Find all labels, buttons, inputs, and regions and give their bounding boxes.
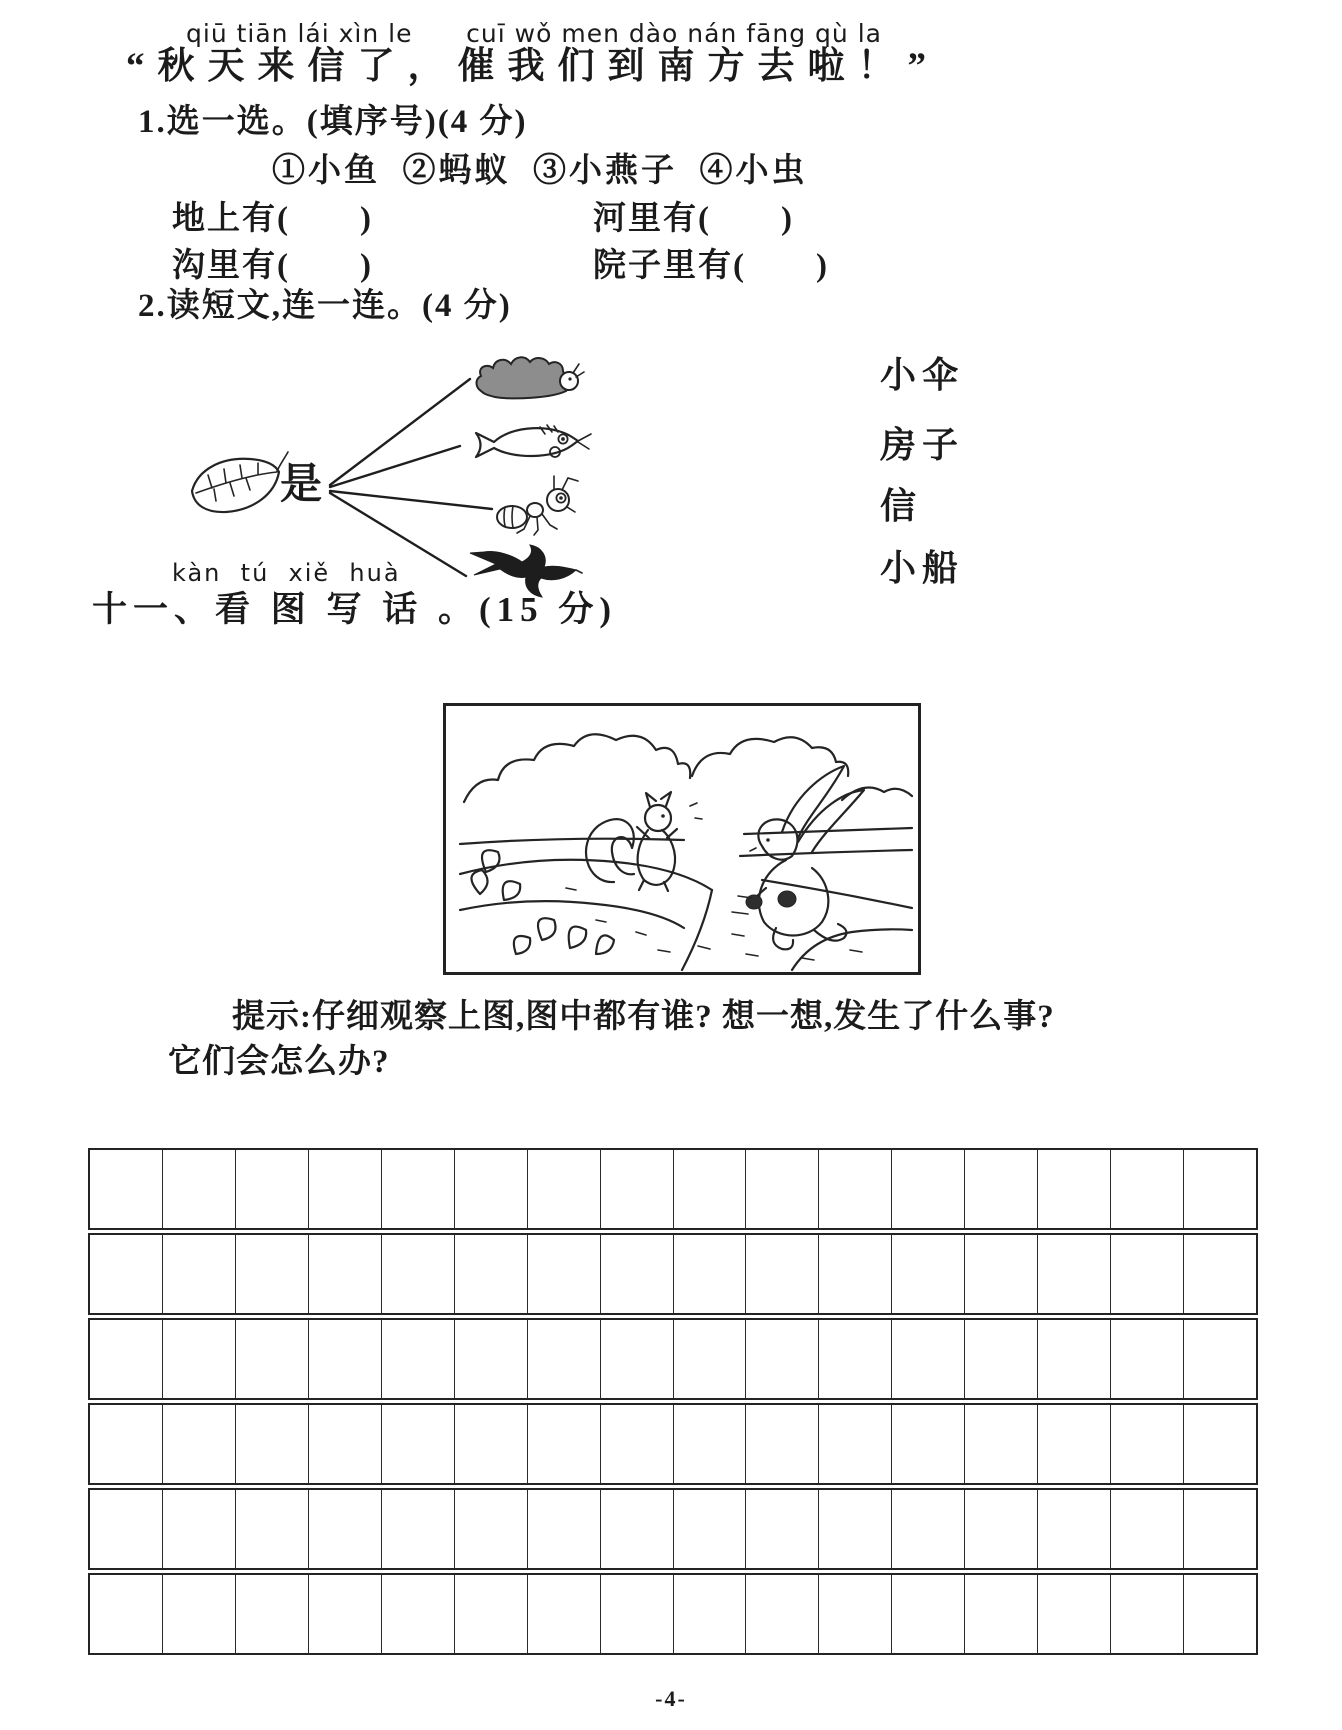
rabbit-figure <box>746 766 864 949</box>
writing-cell <box>819 1575 892 1653</box>
writing-cell <box>309 1490 382 1568</box>
writing-cell <box>90 1150 163 1228</box>
writing-cell <box>309 1405 382 1483</box>
writing-cell <box>965 1235 1038 1313</box>
writing-cell <box>746 1405 819 1483</box>
question1-options: ①小鱼 ②蚂蚁 ③小燕子 ④小虫 <box>272 153 808 189</box>
writing-cell <box>382 1405 455 1483</box>
blank-ditch: 沟里有( ) <box>172 248 373 284</box>
blank-yard: 院子里有( ) <box>593 248 829 284</box>
writing-cell <box>1184 1575 1256 1653</box>
writing-cell <box>236 1490 309 1568</box>
writing-cell <box>965 1405 1038 1483</box>
writing-cell <box>163 1405 236 1483</box>
writing-cell <box>528 1405 601 1483</box>
writing-grid-row <box>88 1148 1258 1230</box>
writing-cell <box>455 1405 528 1483</box>
leaf-image <box>192 452 288 512</box>
writing-grid-row <box>88 1233 1258 1315</box>
question2-title: 2.读短文,连一连。(4 分) <box>138 288 512 324</box>
writing-cell <box>1038 1235 1111 1313</box>
writing-cell <box>1111 1405 1184 1483</box>
writing-cell <box>236 1405 309 1483</box>
writing-cell <box>163 1150 236 1228</box>
writing-cell <box>601 1320 674 1398</box>
writing-cell <box>309 1320 382 1398</box>
writing-cell <box>601 1575 674 1653</box>
section11-title: 十一、看 图 写 话 。(15 分) <box>92 590 618 629</box>
writing-cell <box>382 1150 455 1228</box>
writing-cell <box>674 1575 747 1653</box>
writing-cell <box>965 1320 1038 1398</box>
writing-cell <box>528 1490 601 1568</box>
matching-subject-label: 是 <box>280 462 323 508</box>
writing-cell <box>90 1320 163 1398</box>
writing-grid-row <box>88 1403 1258 1485</box>
section11-pinyin: kàn tú xiě huà <box>172 559 401 587</box>
writing-cell <box>382 1235 455 1313</box>
writing-cell <box>382 1320 455 1398</box>
writing-cell <box>746 1235 819 1313</box>
writing-cell <box>1184 1320 1256 1398</box>
match-word-boat: 小船 <box>880 548 965 588</box>
writing-cell <box>1184 1405 1256 1483</box>
writing-cell <box>892 1405 965 1483</box>
writing-cell <box>1111 1575 1184 1653</box>
writing-cell <box>892 1150 965 1228</box>
caterpillar-image <box>477 357 585 398</box>
scene-drawing <box>446 706 918 972</box>
writing-cell <box>455 1235 528 1313</box>
writing-cell <box>746 1150 819 1228</box>
writing-cell <box>528 1575 601 1653</box>
writing-cell <box>892 1320 965 1398</box>
writing-cell <box>819 1235 892 1313</box>
writing-cell <box>601 1235 674 1313</box>
writing-cell <box>674 1150 747 1228</box>
writing-cell <box>90 1405 163 1483</box>
writing-cell <box>1038 1405 1111 1483</box>
writing-grid-row <box>88 1573 1258 1655</box>
match-word-umbrella: 小伞 <box>880 355 965 395</box>
writing-cell <box>674 1320 747 1398</box>
writing-cell <box>674 1490 747 1568</box>
writing-cell <box>528 1320 601 1398</box>
writing-cell <box>1111 1150 1184 1228</box>
match-word-house: 房子 <box>880 425 965 465</box>
writing-cell <box>746 1490 819 1568</box>
writing-cell <box>819 1320 892 1398</box>
writing-cell <box>528 1150 601 1228</box>
writing-cell <box>892 1490 965 1568</box>
writing-cell <box>1038 1575 1111 1653</box>
writing-cell <box>601 1405 674 1483</box>
writing-cell <box>309 1575 382 1653</box>
writing-cell <box>90 1235 163 1313</box>
writing-grid <box>88 1148 1258 1655</box>
writing-cell <box>90 1490 163 1568</box>
writing-cell <box>236 1575 309 1653</box>
blank-ground: 地上有( ) <box>172 201 373 237</box>
writing-cell <box>601 1490 674 1568</box>
writing-cell <box>236 1150 309 1228</box>
writing-cell <box>819 1405 892 1483</box>
writing-cell <box>455 1575 528 1653</box>
writing-cell <box>455 1490 528 1568</box>
writing-cell <box>528 1235 601 1313</box>
writing-cell <box>819 1150 892 1228</box>
scene-picture <box>443 703 921 975</box>
passage-quote: “秋天来信了，催我们到南方去啦！” <box>126 46 939 87</box>
writing-cell <box>746 1320 819 1398</box>
writing-cell <box>1038 1320 1111 1398</box>
writing-cell <box>163 1490 236 1568</box>
writing-cell <box>892 1575 965 1653</box>
writing-cell <box>965 1490 1038 1568</box>
hint-line1: 提示:仔细观察上图,图中都有谁? 想一想,发生了什么事? <box>232 999 1055 1035</box>
writing-cell <box>1038 1490 1111 1568</box>
writing-cell <box>90 1575 163 1653</box>
blank-river: 河里有( ) <box>593 201 794 237</box>
writing-cell <box>1184 1235 1256 1313</box>
ant-image <box>497 476 578 535</box>
writing-grid-row <box>88 1318 1258 1400</box>
writing-cell <box>674 1405 747 1483</box>
writing-cell <box>674 1235 747 1313</box>
writing-cell <box>236 1235 309 1313</box>
page-number: -4- <box>655 1686 687 1711</box>
writing-cell <box>163 1575 236 1653</box>
writing-cell <box>382 1490 455 1568</box>
writing-cell <box>455 1320 528 1398</box>
writing-cell <box>965 1150 1038 1228</box>
writing-cell <box>163 1320 236 1398</box>
writing-cell <box>309 1235 382 1313</box>
writing-cell <box>892 1235 965 1313</box>
writing-cell <box>163 1235 236 1313</box>
writing-cell <box>1111 1235 1184 1313</box>
writing-cell <box>236 1320 309 1398</box>
hint-line2: 它们会怎么办? <box>168 1044 390 1080</box>
writing-cell <box>746 1575 819 1653</box>
match-word-letter: 信 <box>880 486 923 526</box>
writing-cell <box>382 1575 455 1653</box>
writing-cell <box>1038 1150 1111 1228</box>
connector-lines <box>330 379 492 576</box>
question1-title: 1.选一选。(填序号)(4 分) <box>138 104 528 140</box>
writing-cell <box>309 1150 382 1228</box>
writing-cell <box>819 1490 892 1568</box>
passage-pinyin: qiū tiān lái xìn le cuī wǒ men dào nán fāng qù la <box>186 19 882 48</box>
writing-grid-row <box>88 1488 1258 1570</box>
writing-cell <box>1111 1490 1184 1568</box>
writing-cell <box>1111 1320 1184 1398</box>
writing-cell <box>455 1150 528 1228</box>
fish-image <box>476 425 591 457</box>
writing-cell <box>965 1575 1038 1653</box>
writing-cell <box>601 1150 674 1228</box>
writing-cell <box>1184 1150 1256 1228</box>
writing-cell <box>1184 1490 1256 1568</box>
